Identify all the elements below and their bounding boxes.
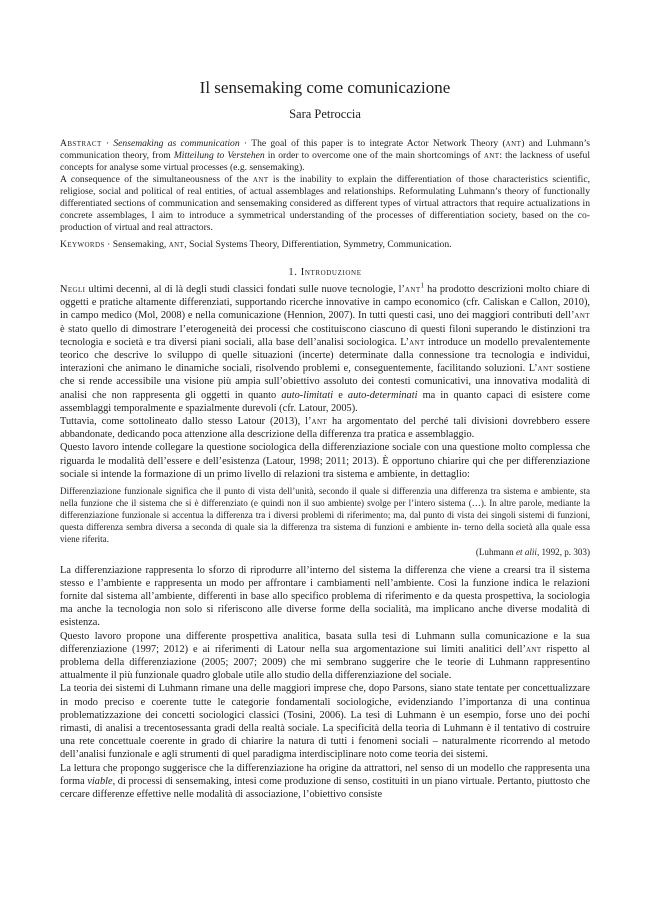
abstract-emphasis: Mitteilung to Verstehen [173, 150, 265, 161]
paragraph-6: La teoria dei sistemi di Luhmann rimane una delle maggiori imprese che, dopo Parsons, siano state tentate per concettualizzare in modo preciso e coerente tutte le categorie fondamentali sociologiche, evidenziando l’importanza di una continua problematizzazione dei concetti sociologici classici (Tosini, 2006). La tesi di Luhmann è un esempio, forse uno dei pochi rimasti, di analisi a trecentosessanta gradi della realtà sociale. La specificità della teoria di Luhmann è il tentativo di costruire una rete concettuale coerente in grado di chiarire la natura di tutti i fenomeni sociali – naturalmente ricorrendo al metodo dell’analisi funzionale e agli strumenti di quel paradigma interdisciplinare noto come teoria dei sistemi. [60, 683, 590, 761]
ant-acronym: ant [525, 643, 542, 655]
abstract-text: in order to overcome one of the main shortcomings of [264, 150, 484, 161]
abstract-text: ) and Luhmann’s communication theory, from [60, 138, 590, 161]
paragraph-text: ma in quanto capaci di esistere come assemblaggi temporalmente e spazialmente durevoli (cfr. Latour, 2005). [60, 389, 591, 414]
abstract-separator: · [101, 138, 114, 149]
paragraph-5 [60, 630, 590, 683]
emphasis: viable [87, 775, 113, 787]
paragraph-2 [60, 415, 590, 441]
ant-acronym: ant [252, 174, 269, 185]
keywords-text: , Social Systems Theory, Differentiation, Symmetry, Communication. [184, 239, 452, 250]
paragraph-text: è stato quello di dimostrare l’eterogeneità dei processi che costituiscono ciascuno di questi filoni superando le distinzioni tra tecnologia e società e tra diversi piani sociali, alla base dell’analisi sociologica. L’ [60, 323, 590, 348]
emphasis: auto-determinati [347, 389, 418, 401]
emphasis: auto-limitati [281, 389, 334, 401]
ant-acronym: ant [168, 239, 185, 250]
paragraph-text: Questo lavoro propone una differente prospettiva analitica, basata sulla tesi di Luhmann sulla comunicazione e la sua differenziazione (1997; 2012) e ai riferimenti di Latour nella sua argomentazione sui limiti analitici dell’ [60, 630, 590, 655]
ant-acronym: ant [505, 138, 522, 149]
ant-acronym: ant [311, 416, 328, 428]
paper-title: Il sensemaking come comunicazione [199, 78, 451, 97]
citation-text: , 1992, p. 303) [536, 546, 590, 557]
abstract [60, 138, 590, 234]
ant-acronym: ant [483, 150, 500, 161]
paragraph-text: , di processi di sensemaking, intesi come produzione di senso, costituiti in un piano virtuale. Pertanto, piuttosto che cercare differenze effettive nelle modalità di associazione, l’obiettivo consiste [60, 775, 590, 801]
keywords [60, 239, 590, 251]
citation-text: (Luhmann [475, 546, 516, 557]
block-quote [60, 485, 590, 558]
paragraph-text: ha argomentato del perché tali divisioni dovrebbero essere abbandonate, dedicando poca attenzione alla descrizione della differenza tra pratica e assemblaggio. [60, 416, 591, 441]
paragraph-1 [60, 283, 590, 415]
quote-text: Differenziazione funzionale significa che il punto di vista dell’unità, secondo il quale si differenzia una differenza tra sistema e ambiente, sta nella funzione che il sistema che si è differenziato (e quindi non il suo ambiente) svolge per l’intero sistema (…). In altre parole, mediante la differenziazione funzionale si accentua la differenza tra i diversi problemi di riferimento; ma, dal punto di vista dei singoli sistemi di funzioni, questa differenza sembra diversa a seconda di quale sia la differenza tra sistema di funzioni e ambiente in- terno della società alla quale essa viene riferita. [60, 486, 590, 545]
paragraph-7 [60, 762, 590, 802]
section-heading: 1. Introduzione [288, 267, 362, 278]
ant-acronym: ant [409, 336, 425, 348]
abstract-paragraph [60, 174, 590, 234]
paragraph-4: La differenziazione rappresenta lo sforzo di riprodurre all’interno del sistema la differenza che viene a crearsi tra il sistema stesso e l’ambiente e rappresenta un modo per affrontare i cambiamenti nell’ambiente. Così la funzione indica le relazioni fornite dal sistema all’ambiente, differenti in base allo specifico problema di riferimento e da questa prospettiva, la sociologia ma anche la tecnologia non solo si riferiscono alle diverse forme della socialità, ma implicano anche diverse modalità di esistenza. [60, 564, 590, 629]
paragraph-3: Questo lavoro intende collegare la questione sociologica della differenziazione sociale con una questione molto complessa che riguarda le modalità dell’essere e dell’esistenza (Latour, 1998; 2011; 2013). È opportuno chiarire qui che per differenziazione sociale si intende la formazione di un primo livello di relazioni tra sistema e ambiente, in dettaglio: [60, 442, 590, 480]
keywords-text: · Sensemaking, [104, 239, 169, 250]
citation-emphasis: et alii [515, 546, 537, 557]
author-name: Sara Petroccia [289, 107, 361, 121]
paragraph-text: La lettura che propongo suggerisce che la differenziazione ha origine da attrattori, nel senso di un modello che rappresenta una forma [60, 762, 590, 787]
ant-acronym: ant [537, 363, 554, 375]
abstract-text: is the inability to explain the differentiation of those characteristics scientific, religiose, social and political of real entities, of actual assemblages and relationships. Reformulating Luhmann’s theory of functionally differentiated sections of communication and sensemaking considered as different types of virtual attractors that require actualizations in concrete assemblages, I aim to introduce a symmetrical understanding of the processes of differentiation society, based on the co-production of virtual and real attractors. [60, 174, 590, 233]
abstract-separator: · [239, 138, 252, 149]
keywords-label: Keywords [60, 239, 105, 250]
paragraph-text: sostiene che si rende accessibile una visione più ampia sull’obiettivo assoluto dei contesti comunicativi, una innovativa modalità di analisi che non rappresenta gli oggetti in quanto [60, 363, 590, 401]
abstract-text: A consequence of the simultaneousness of the [60, 174, 253, 185]
abstract-label: Abstract [60, 138, 102, 149]
lead-word: Negli [60, 284, 86, 295]
abstract-paragraph [60, 138, 590, 174]
abstract-text: : the lackness of useful concepts for analyse some virtual processes (e.g. sensemaking). [60, 150, 590, 173]
paragraph-text: rispetto al problema della differenziazione (2005; 2007; 2009) che mi sembrano suggerire che le teorie di Luhmann rappresentino attualmente il più funzionale quadro globale utile allo studio della differenziazione del sociale. [60, 643, 590, 682]
paragraph-text: ha prodotto descrizioni molto chiare di oggetti e pratiche altamente differenziati, supportando ricerche innovative in campo economico (cfr. Caliskan e Callon, 2010), in campo medico (Mol, 2008) e nella comunicazione (Hennion, 2007). In tutti questi casi, uno dei maggiori contributi dell’ [60, 284, 590, 322]
ant-acronym: ant [404, 284, 421, 295]
abstract-subtitle: Sensemaking as communication [113, 138, 240, 149]
paragraph-text: ultimi decenni, al di là degli studi classici fondati sulle nuove tecnologie, l’ [85, 284, 405, 295]
paragraph-text: Tuttavia, come sottolineato dallo stesso Latour (2013), l’ [60, 416, 312, 428]
footnote-marker[interactable]: 1 [420, 281, 425, 290]
abstract-text: The goal of this paper is to integrate Actor Network Theory ( [251, 138, 506, 149]
paragraph-text: e [333, 389, 348, 401]
body-text [60, 283, 590, 801]
paragraph-text: introduce un modello prevalentemente teorico che descrive lo sviluppo di quelle situazioni (incerte) determinate dalla connessione tra tecnologia e individui, interazioni che animano le dinamiche sociali, risolvendo problemi e, conseguentemente, facilitando soluzioni. L’ [60, 336, 590, 375]
quote-citation [60, 546, 590, 558]
ant-acronym: ant [574, 310, 590, 322]
